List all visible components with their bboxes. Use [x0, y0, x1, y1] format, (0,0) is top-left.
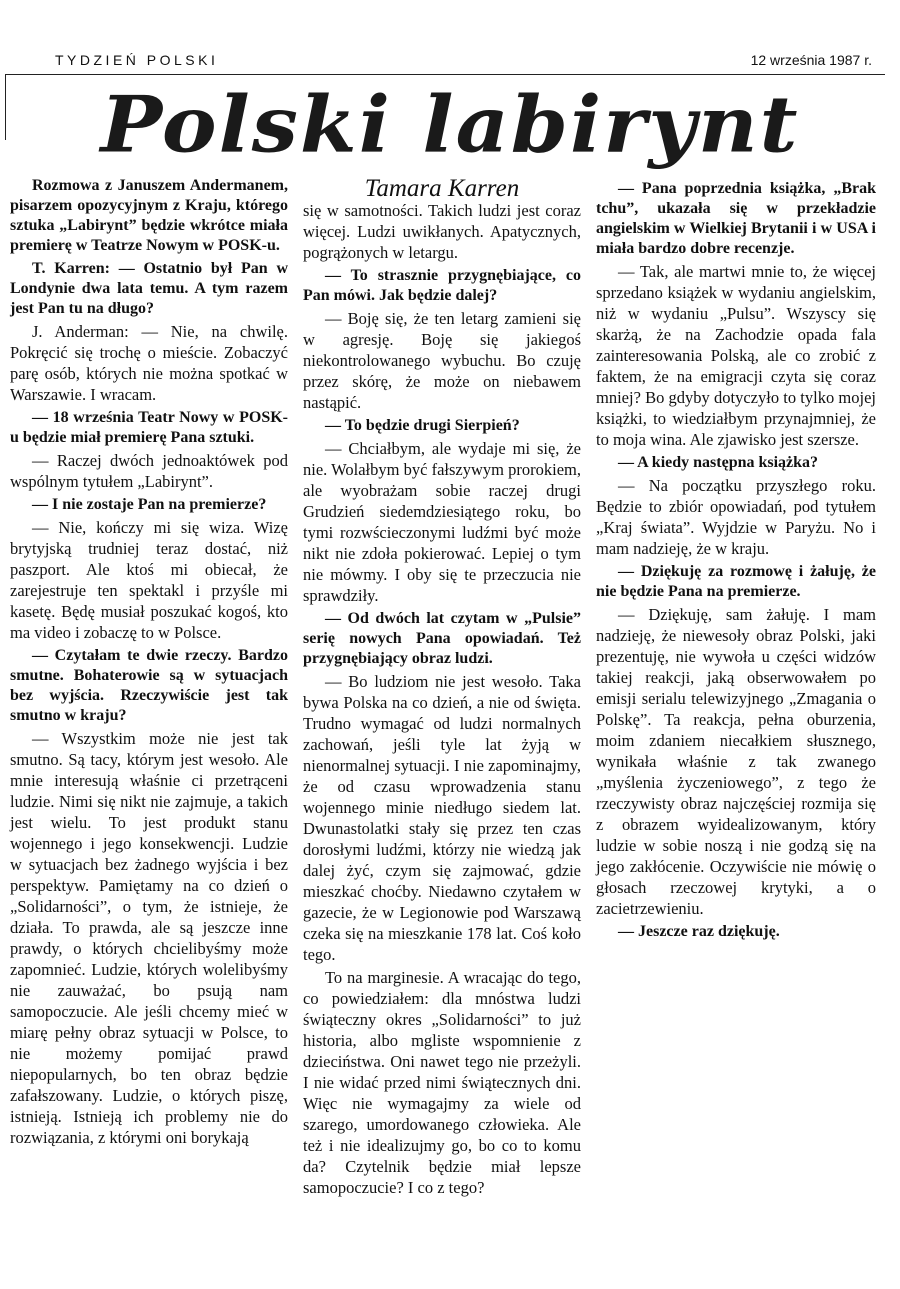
- question-paragraph: — Pana poprzednia książka, „Brak tchu”, ukazała się w przekładzie angielskim w Wielkiej Brytanii i w USA i miała bardzo dobre recenzje.: [596, 180, 876, 257]
- issue-date: 12 września 1987 r.: [750, 52, 872, 68]
- column-3: [596, 176, 876, 942]
- answer-paragraph: — Nie, kończy mi się wiza. Wizę brytyjską trudniej teraz dostać, niż paszport. Ale ktoś mi obiecał, że zarejestruje ten spektakl i przyśle mi kasetę. Będę musiał poszukać kogoś, kto ma video i zobaczę to w Polsce.: [10, 518, 288, 642]
- question-paragraph: — To będzie drugi Sierpień?: [325, 417, 520, 434]
- answer-paragraph: J. Anderman: — Nie, na chwilę. Pokręcić się trochę o mieście. Zobaczyć parę osób, których nie można spotkać w Warszawie. I wracam.: [10, 322, 288, 404]
- column-2: [303, 200, 581, 1198]
- lead-paragraph: Rozmowa z Januszem Andermanem, pisarzem opozycyjnym z Kraju, którego sztuka „Labirynt” będzie wkrótce miała premierę w Teatrze Nowym w POSK-u.: [10, 177, 288, 254]
- answer-paragraph: — Na początku przyszłego roku. Będzie to zbiór opowiadań, pod tytułem „Kraj świata”. Wyjdzie w Paryżu. No i mam nadzieję, że w kraju.: [596, 476, 876, 558]
- header-rule: [5, 74, 885, 75]
- article-headline: Polski labirynt: [100, 79, 800, 171]
- answer-paragraph: się w samotności. Takich ludzi jest coraz więcej. Ludzi uwikłanych. Apatycznych, pogrążonych w letargu.: [303, 201, 581, 262]
- question-paragraph: T. Karren: — Ostatnio był Pan w Londynie dwa lata temu. A tym razem jest Pan tu na długo?: [10, 260, 288, 317]
- answer-paragraph: — Dziękuję, sam żałuję. I mam nadzieję, że niewesoły obraz Polski, jaki prezentuję, nie wywoła u części widzów takiej reakcji, jaką obserwowałem po emisji serialu telewizyjnego „Zmagania o Polskę”. Ta reakcja, pełna oburzenia, moim zdaniem niecałkiem słusznego, wynikała właśnie z tak zwanego „myślenia życzeniowego”, z tego że rzeczywisty obraz najczęściej rozmija się z obrazem wyidealizowanym, który ludzie w sobie noszą i nie godzą się na jego zakłócenie. Oczywiście nie mówię o głosach rzeczowej krytyki, a o zacietrzewieniu.: [596, 605, 876, 918]
- page-header: [0, 52, 900, 74]
- newspaper-name: TYDZIEŃ POLSKI: [55, 52, 219, 68]
- question-paragraph: — A kiedy następna książka?: [618, 454, 819, 471]
- answer-paragraph: — Chciałbym, ale wydaje mi się, że nie. Wolałbym być fałszywym prorokiem, ale wyobrażam sobie raczej drugi Grudzień siedemdziesiątego roku, bo tymi rozwścieczonymi ludźmi być może nikt nie zdoła pokierować. Lepiej o tym nie mówmy. I oby się te przeczucia nie sprawdziły.: [303, 439, 581, 605]
- question-paragraph: — I nie zostaje Pan na premierze?: [32, 496, 267, 513]
- question-paragraph: — 18 września Teatr Nowy w POSK-u będzie miał premierę Pana sztuki.: [10, 409, 288, 446]
- question-paragraph: — Jeszcze raz dziękuję.: [618, 923, 780, 940]
- question-paragraph: — Od dwóch lat czytam w „Pulsie” serię nowych Pana opowiadań. Też przygnębiający obraz ludzi.: [303, 610, 581, 667]
- article-byline: Tamara Karren: [364, 175, 520, 202]
- question-paragraph: — Czytałam te dwie rzeczy. Bardzo smutne. Bohaterowie są w sytuacjach bez wyjścia. Rzeczywiście jest tak smutno w kraju?: [10, 647, 288, 724]
- answer-paragraph: — Bo ludziom nie jest wesoło. Taka bywa Polska na co dzień, a nie od święta. Trudno wymagać od ludzi normalnych zachowań, jeśli tyle lat żyją w nienormalnej sytuacji. I nie zapominajmy, że od czasu wprowadzenia stanu wojennego minie niedługo siedem lat. Dwunastolatki stały się przez ten czas dorosłymi ludźmi, którzy nie wiedzą jak dalej żyć, czym się zajmować, gdzie mieszkać choćby. Niedawno czytałem w gazecie, że w Legionowie pod Warszawą czeka się na mieszkanie 178 lat. Coś koło tego.: [303, 672, 581, 964]
- answer-paragraph: — Raczej dwóch jednoaktówek pod wspólnym tytułem „Labirynt”.: [10, 451, 288, 491]
- question-paragraph: — To strasznie przygnębiające, co Pan mówi. Jak będzie dalej?: [303, 267, 581, 304]
- answer-paragraph: — Wszystkim może nie jest tak smutno. Są tacy, którym jest wesoło. Ale mnie interesują właśnie ci przetrąceni ludzie. Nimi się nikt nie zajmuje, a takich jest wielu. To jest produkt stanu wojennego i jego konsekwencji. Ludzie w sytuacjach bez żadnego wyjścia i bez perspektyw. Pamiętamy na co dzień o „Solidarności”, o tym, że istnieje, że działa. To prawda, ale są jeszcze inne prawdy, o których chcielibyśmy może zapomnieć. Ludzie, których wolelibyśmy nie zauważać, bo psują nam samopoczucie. Ale jeśli chcemy mieć w miarę pełny obraz sytuacji w Polsce, to nie możemy pomijać prawd niepopularnych, bo ten obraz będzie zafałszowany. Ludzie, o których piszę, istnieją. Istnieją ich problemy nie do rozwiązania, z którymi oni borykają: [10, 729, 288, 1147]
- answer-paragraph: To na marginesie. A wracając do tego, co powiedziałem: dla mnóstwa ludzi świąteczny okres „Solidarności” to już historia, albo mgliste wspomnienie z dzieciństwa. Oni nawet tego nie przeżyli. I nie widać przed nimi świątecznych dni. Więc nie wymagajmy za wiele od szarego, umordowanego człowieka. Ale też i nie idealizujmy go, bo co to komu da? Czytelnik będzie miał lepsze samopoczucie? I co z tego?: [303, 968, 581, 1197]
- answer-paragraph: — Boję się, że ten letarg zamieni się w agresję. Boję się jakiegoś niekontrolowanego wybuchu. Bo czuję przez skórę, że może on niebawem nastąpić.: [303, 309, 581, 412]
- answer-paragraph: — Tak, ale martwi mnie to, że więcej sprzedano książek w wydaniu angielskim, niż w wydaniu „Pulsu”. Wszyscy się skarżą, że na Zachodzie opada fala zainteresowania Polską, ale co zrobić z faktem, że na emigracji czyta się coraz mniej? Bo gdyby dotyczyło to tylko mojej książki, to wiedziałbym przynajmniej, że to moja wina. Ale zjawisko jest szersze.: [596, 262, 876, 449]
- column-1: [10, 176, 288, 1148]
- question-paragraph: — Dziękuję za rozmowę i żałuję, że nie będzie Pana na premierze.: [596, 563, 876, 600]
